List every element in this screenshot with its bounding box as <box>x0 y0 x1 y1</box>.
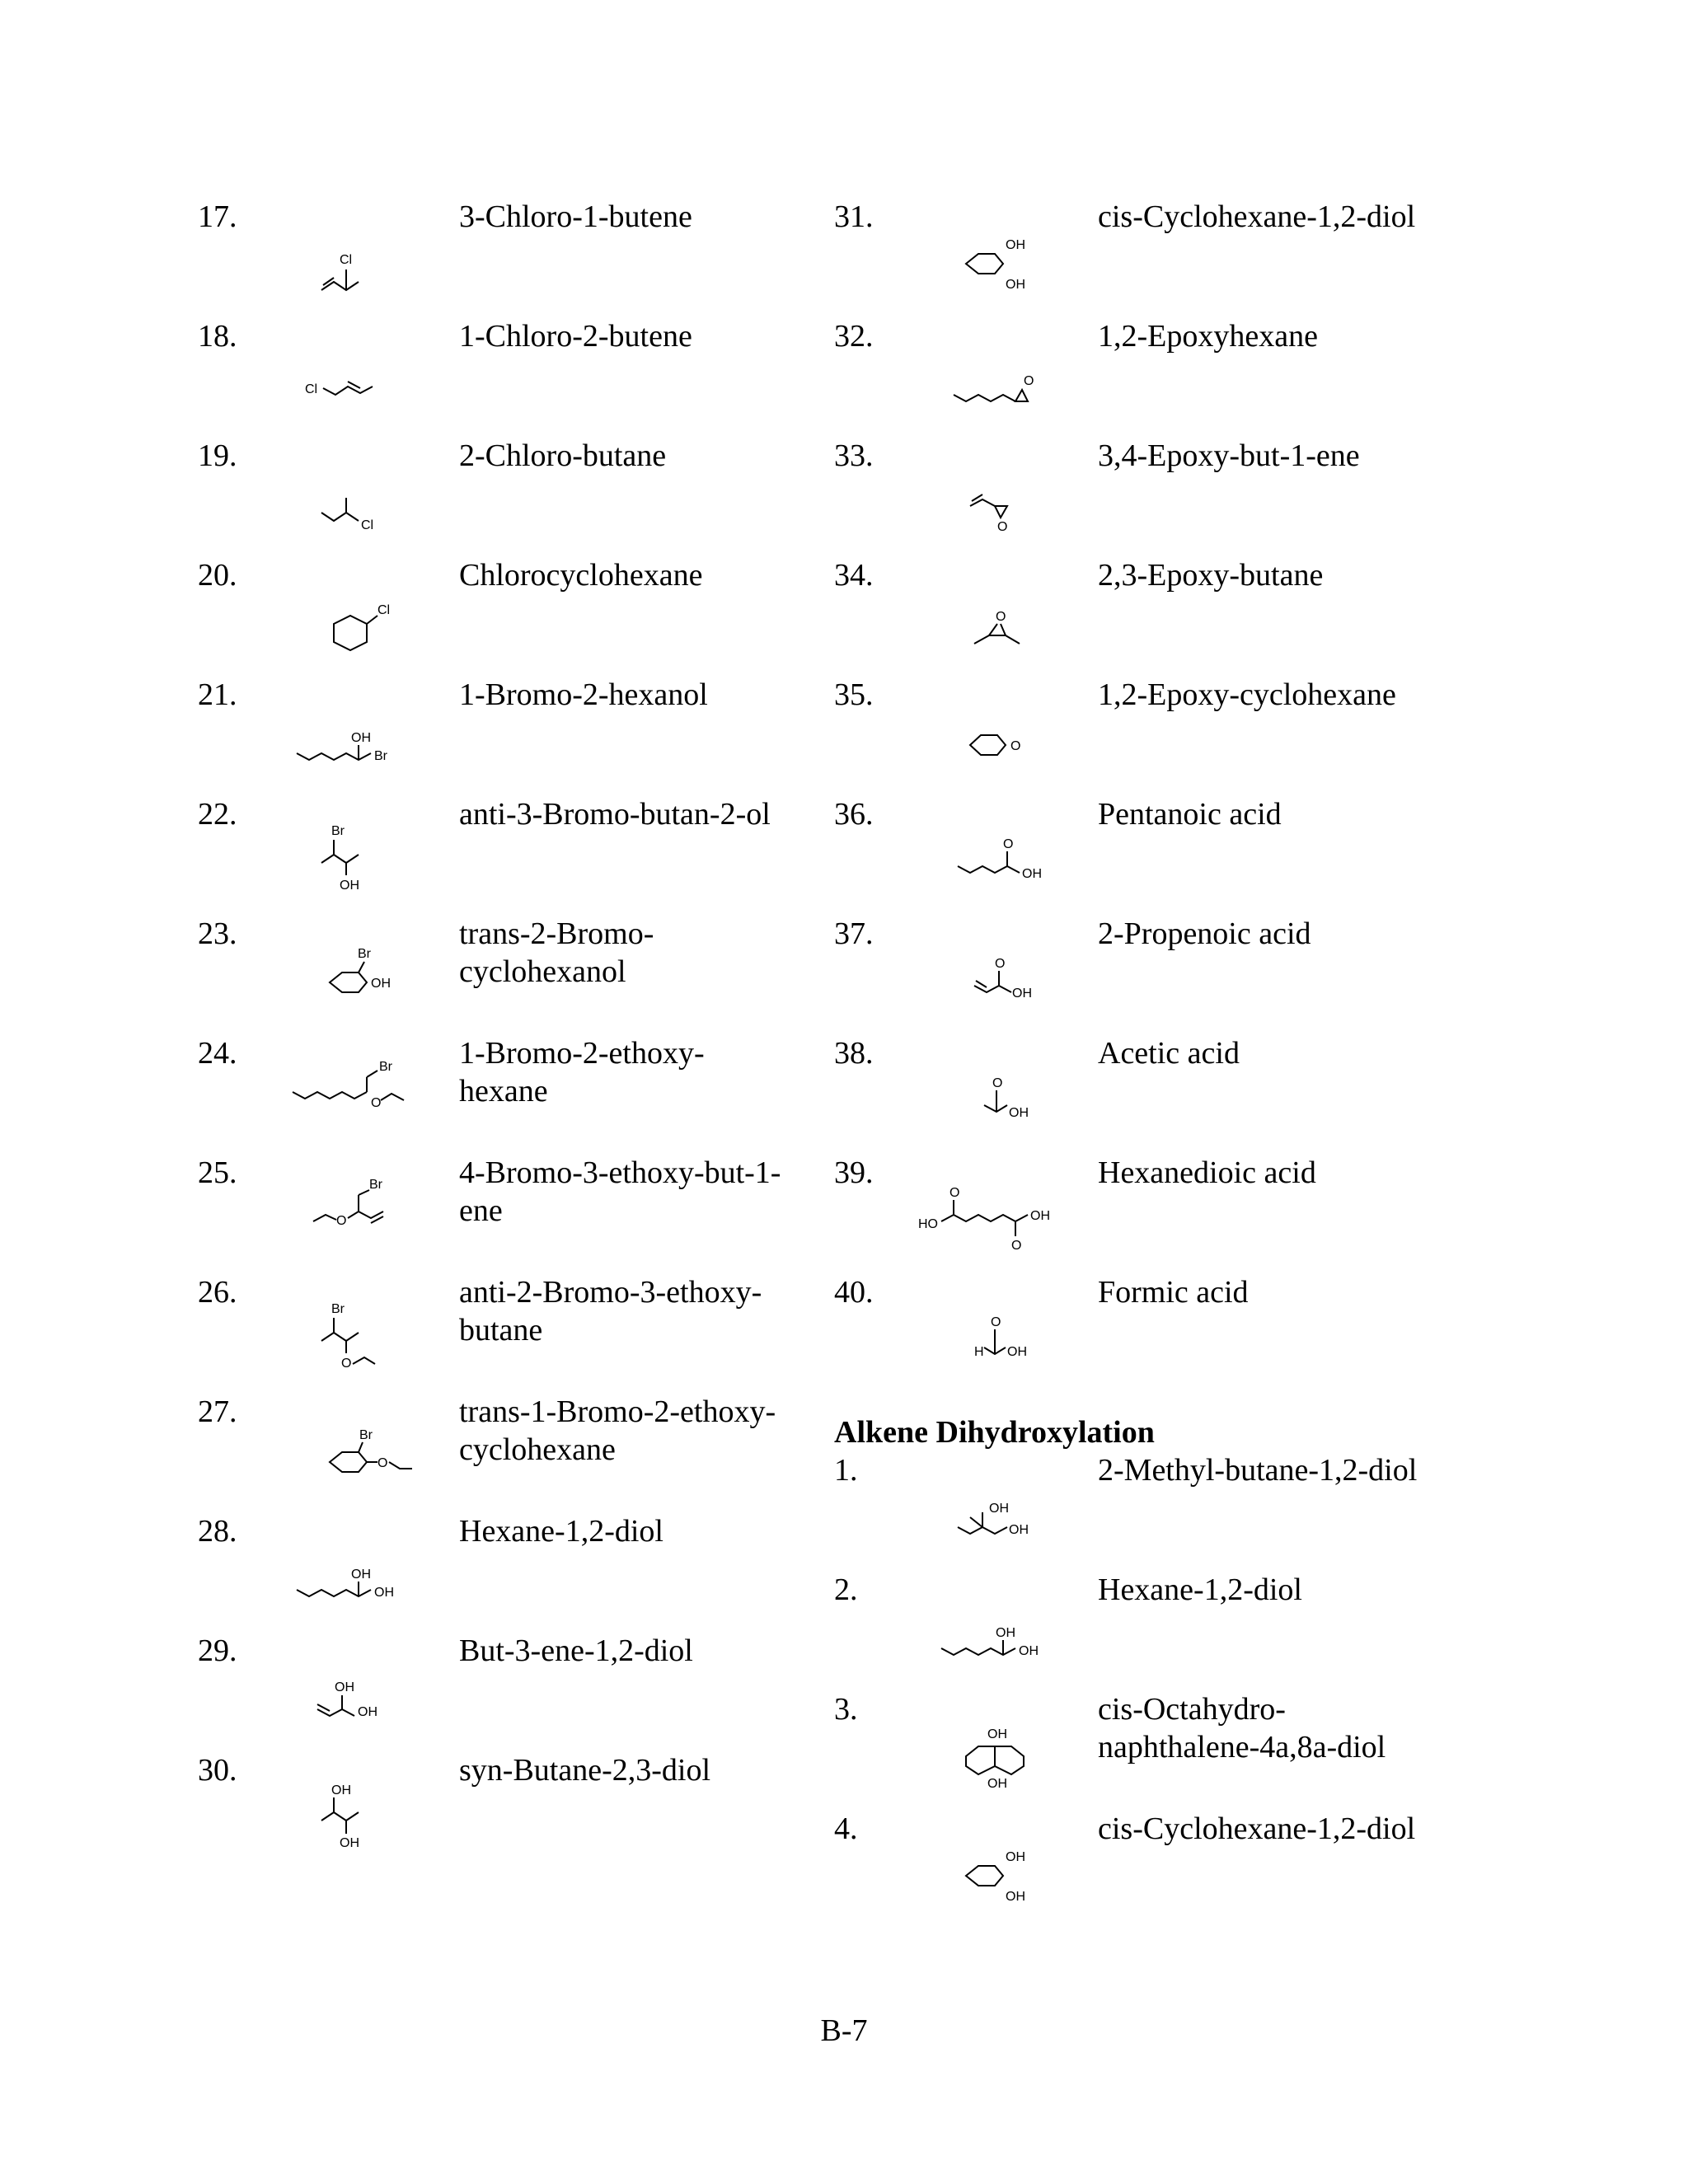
page-number: B-7 <box>820 2013 868 2048</box>
compound-name: cis-Octahydro- naphthalene-4a,8a-diol <box>1098 1692 1386 1765</box>
compound-entry <box>834 317 1493 437</box>
entry-number: 27. <box>198 1394 237 1429</box>
compound-entry <box>198 795 824 915</box>
compound-entry <box>198 1751 824 1871</box>
compound-entry <box>834 1571 1493 1690</box>
svg-text:Br: Br <box>369 1178 382 1192</box>
entry-number: 33. <box>834 438 874 473</box>
entry-number: 29. <box>198 1633 237 1668</box>
svg-text:O: O <box>1003 837 1014 851</box>
svg-text:O: O <box>995 957 1006 971</box>
compound-entry <box>198 1512 824 1632</box>
entry-number: 20. <box>198 558 237 593</box>
butane-2-3-diol-structure-icon <box>288 1769 429 1868</box>
epoxyhexane-structure-icon <box>925 335 1065 434</box>
entry-number: 17. <box>198 199 237 234</box>
2-chlorobutane-structure-icon <box>288 455 429 554</box>
entry-number: 19. <box>198 438 237 473</box>
compound-name: 2,3-Epoxy-butane <box>1098 558 1324 593</box>
entry-number: 26. <box>198 1275 237 1310</box>
3-chloro-1-butene-structure-icon <box>288 216 429 315</box>
compound-entry <box>198 676 824 795</box>
2-bromo-3-ethoxybutane-structure-icon <box>288 1291 429 1390</box>
svg-text:OH: OH <box>358 1705 377 1719</box>
compound-name: trans-1-Bromo-2-ethoxy- cyclohexane <box>459 1394 776 1467</box>
compound-name: Hexanedioic acid <box>1098 1155 1316 1190</box>
svg-text:Br: Br <box>374 749 387 763</box>
entry-number: 28. <box>198 1514 237 1549</box>
compound-entry <box>198 556 824 676</box>
svg-text:OH: OH <box>987 1727 1007 1741</box>
svg-text:Cl: Cl <box>305 382 318 396</box>
compound-entry <box>198 198 824 317</box>
compound-entry <box>834 1034 1493 1154</box>
compound-entry <box>834 198 1493 317</box>
compound-entry <box>198 1273 824 1393</box>
compound-name: Hexane-1,2-diol <box>1098 1572 1302 1607</box>
compound-name: 2-Methyl-butane-1,2-diol <box>1098 1453 1418 1488</box>
cyclohexane-diol-structure-icon <box>925 216 1065 315</box>
entry-number: 35. <box>834 677 874 712</box>
entry-number: 39. <box>834 1155 874 1190</box>
svg-text:OH: OH <box>1012 987 1032 1001</box>
compound-name: Pentanoic acid <box>1098 797 1282 832</box>
compound-entry <box>834 676 1493 795</box>
svg-text:OH: OH <box>335 1680 354 1694</box>
but-3-ene-1-2-diol-structure-icon <box>288 1650 429 1749</box>
svg-text:O: O <box>377 1456 388 1470</box>
compound-name: anti-3-Bromo-butan-2-ol <box>459 797 771 832</box>
compound-entry <box>834 1810 1493 1929</box>
svg-text:OH: OH <box>1030 1209 1050 1223</box>
entry-number: 30. <box>198 1753 237 1788</box>
formic-acid-structure-icon <box>925 1291 1065 1390</box>
compound-entry <box>834 1451 1493 1571</box>
compound-name: cis-Cyclohexane-1,2-diol <box>1098 1811 1416 1846</box>
svg-text:O: O <box>996 610 1006 624</box>
svg-text:OH: OH <box>1006 1850 1025 1864</box>
compound-name: Acetic acid <box>1098 1036 1240 1071</box>
svg-text:Cl: Cl <box>340 253 353 267</box>
svg-text:Br: Br <box>358 947 371 961</box>
svg-text:OH: OH <box>371 977 391 991</box>
compound-entry <box>198 1393 824 1512</box>
right-column <box>834 198 1493 1904</box>
compound-name: anti-2-Bromo-3-ethoxy- butane <box>459 1275 762 1347</box>
svg-text:O: O <box>950 1186 960 1200</box>
entry-number: 18. <box>198 319 237 354</box>
pentanoic-acid-structure-icon <box>925 813 1065 912</box>
entry-number: 36. <box>834 797 874 832</box>
3-bromo-butan-2-ol-structure-icon <box>288 813 429 912</box>
entry-number: 37. <box>834 916 874 951</box>
chlorocyclohexane-structure-icon <box>288 574 429 673</box>
entry-number: 31. <box>834 199 874 234</box>
compound-name: But-3-ene-1,2-diol <box>459 1633 693 1668</box>
svg-text:OH: OH <box>996 1626 1015 1640</box>
2-bromocyclohexanol-structure-icon <box>288 933 429 1032</box>
compound-name: 3,4-Epoxy-but-1-ene <box>1098 438 1360 473</box>
entry-number: 34. <box>834 558 874 593</box>
1-chloro-2-butene-structure-icon <box>288 335 429 434</box>
acetic-acid-structure-icon <box>925 1052 1065 1151</box>
section-list <box>834 1451 1493 1929</box>
compound-name: Formic acid <box>1098 1275 1249 1310</box>
svg-text:OH: OH <box>351 731 371 745</box>
svg-text:O: O <box>991 1315 1001 1329</box>
compound-entry <box>198 1034 824 1154</box>
compound-name: 4-Bromo-3-ethoxy-but-1- ene <box>459 1155 781 1228</box>
entry-number: 2. <box>834 1572 858 1607</box>
svg-text:OH: OH <box>1022 867 1042 881</box>
compound-name: 3-Chloro-1-butene <box>459 199 692 234</box>
entry-number: 21. <box>198 677 237 712</box>
compound-name: 1,2-Epoxyhexane <box>1098 319 1318 354</box>
octahydronaphthalene-diol-structure-icon <box>925 1708 1065 1807</box>
compound-name: 1-Bromo-2-hexanol <box>459 677 708 712</box>
entry-number: 40. <box>834 1275 874 1310</box>
compound-entry <box>834 915 1493 1034</box>
hexanedioic-acid-structure-icon <box>918 1172 1065 1271</box>
propenoic-acid-structure-icon <box>925 933 1065 1032</box>
svg-text:Br: Br <box>331 1302 345 1316</box>
svg-text:O: O <box>992 1076 1003 1090</box>
compound-name: 2-Chloro-butane <box>459 438 667 473</box>
hexane-1-2-diol-structure-icon <box>288 1530 429 1629</box>
compound-entry <box>834 795 1493 915</box>
entry-number: 22. <box>198 797 237 832</box>
entry-number: 32. <box>834 319 874 354</box>
svg-text:O: O <box>341 1357 352 1371</box>
svg-text:OH: OH <box>989 1502 1009 1516</box>
hexanediol-structure-icon <box>925 1589 1065 1688</box>
compound-entry <box>834 1690 1493 1810</box>
compound-entry <box>198 915 824 1034</box>
entry-number: 1. <box>834 1453 858 1488</box>
svg-text:Br: Br <box>331 824 345 838</box>
entry-number: 25. <box>198 1155 237 1190</box>
compound-name: trans-2-Bromo- cyclohexanol <box>459 916 654 989</box>
compound-name: Chlorocyclohexane <box>459 558 703 593</box>
svg-text:OH: OH <box>987 1777 1007 1791</box>
svg-text:OH: OH <box>340 1836 359 1850</box>
svg-text:Br: Br <box>379 1060 392 1074</box>
compound-name: 2-Propenoic acid <box>1098 916 1311 951</box>
svg-text:Cl: Cl <box>377 603 391 617</box>
compound-name: cis-Cyclohexane-1,2-diol <box>1098 199 1416 234</box>
svg-text:Br: Br <box>359 1428 373 1442</box>
epoxybutene-structure-icon <box>925 455 1065 554</box>
svg-text:OH: OH <box>1009 1523 1029 1537</box>
compound-entry <box>834 1273 1493 1393</box>
entry-number: 3. <box>834 1692 858 1727</box>
entry-number: 24. <box>198 1036 237 1071</box>
compound-entry <box>834 437 1493 556</box>
svg-text:OH: OH <box>1009 1106 1029 1120</box>
svg-text:O: O <box>1024 374 1034 388</box>
svg-text:O: O <box>997 520 1008 534</box>
svg-text:OH: OH <box>331 1783 351 1797</box>
svg-text:O: O <box>371 1096 382 1110</box>
svg-text:O: O <box>336 1214 347 1228</box>
svg-text:OH: OH <box>1006 1890 1025 1904</box>
compound-name: syn-Butane-2,3-diol <box>459 1753 711 1788</box>
compound-name: 1-Bromo-2-ethoxy- hexane <box>459 1036 705 1108</box>
svg-text:OH: OH <box>1019 1644 1039 1658</box>
methylbutanediol-structure-icon <box>925 1469 1065 1568</box>
svg-text:Cl: Cl <box>361 518 374 532</box>
left-column <box>198 198 824 1871</box>
svg-text:OH: OH <box>1007 1345 1027 1359</box>
svg-text:OH: OH <box>1006 238 1025 252</box>
svg-text:O: O <box>1011 1239 1022 1253</box>
svg-text:HO: HO <box>918 1217 938 1231</box>
compound-entry <box>198 1632 824 1751</box>
compound-entry <box>198 317 824 437</box>
svg-text:OH: OH <box>374 1586 394 1600</box>
svg-text:OH: OH <box>351 1568 371 1582</box>
compound-entry <box>198 437 824 556</box>
compound-name: Hexane-1,2-diol <box>459 1514 663 1549</box>
compound-name: 1,2-Epoxy-cyclohexane <box>1098 677 1396 712</box>
svg-text:OH: OH <box>1006 278 1025 292</box>
epoxycyclohexane-structure-icon <box>925 694 1065 793</box>
1-bromo-2-ethoxyhexane-structure-icon <box>288 1052 429 1151</box>
section-heading: Alkene Dihydroxylation <box>834 1415 1155 1450</box>
entry-number: 4. <box>834 1811 858 1846</box>
compound-entry <box>198 1154 824 1273</box>
1-bromo-2-ethoxycyclohexane-structure-icon <box>288 1411 429 1510</box>
svg-text:OH: OH <box>340 879 359 893</box>
cyclohexane-diol-structure-icon <box>925 1828 1065 1927</box>
compound-entry <box>834 556 1493 676</box>
epoxybutane-structure-icon <box>925 574 1065 673</box>
compound-entry <box>834 1154 1493 1273</box>
entry-number: 23. <box>198 916 237 951</box>
4-bromo-3-ethoxybutene-structure-icon <box>288 1172 429 1271</box>
entry-number: 38. <box>834 1036 874 1071</box>
svg-text:O: O <box>1010 739 1021 753</box>
1-bromo-2-hexanol-structure-icon <box>288 694 429 793</box>
svg-text:H: H <box>974 1345 984 1359</box>
compound-name: 1-Chloro-2-butene <box>459 319 692 354</box>
